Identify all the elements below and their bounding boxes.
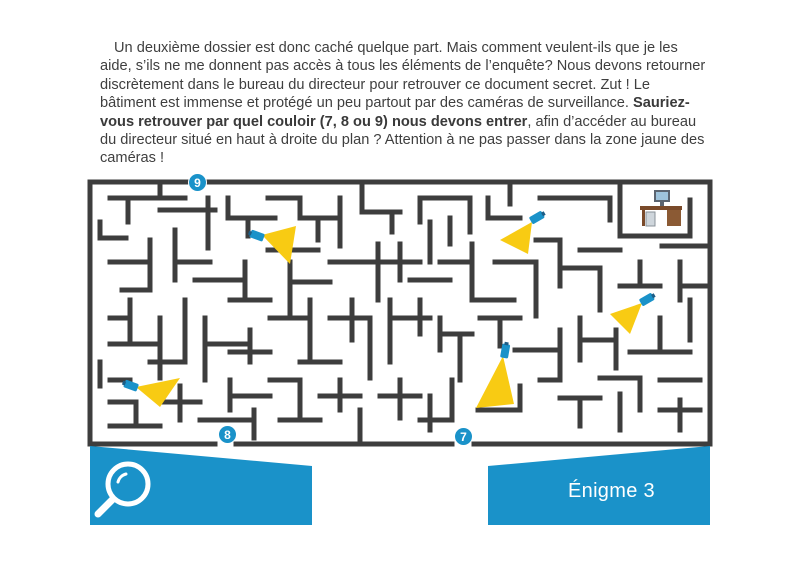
camera-zone	[262, 226, 296, 264]
magnifier-icon[interactable]	[92, 456, 158, 522]
intro-part-2: , afin d’accéder au bureau du directeur situé en haut à droite du plan ? Attention à ne pas passer dans la zone jaune des caméras !	[100, 113, 705, 167]
intro-question: Sauriez-vous retrouver par quel couloir (7, 8 ou 9) nous devons entrer	[100, 95, 690, 130]
entrance-7-badge[interactable]: 7	[454, 427, 473, 446]
intro-part-1: Un deuxième dossier est donc caché quelque part. Mais comment veulent-ils que je les aide, s’ils ne me donnent pas accès à tous les éléments de l’enquête? Nous devons retourner discrètement dans le bureau du directeur pour retrouver ce document secret. Zut ! Le bâtiment est immense et protégé un peu partout par des caméras de surveillance.	[100, 40, 706, 112]
enigma-title: Énigme 3	[568, 480, 655, 502]
camera-zone	[476, 356, 514, 408]
director-desk-icon	[640, 190, 682, 226]
entrance-8-badge[interactable]: 8	[218, 425, 237, 444]
security-camera-icon	[529, 210, 547, 225]
entrance-9-badge[interactable]: 9	[188, 173, 207, 192]
camera-zone	[500, 222, 532, 254]
